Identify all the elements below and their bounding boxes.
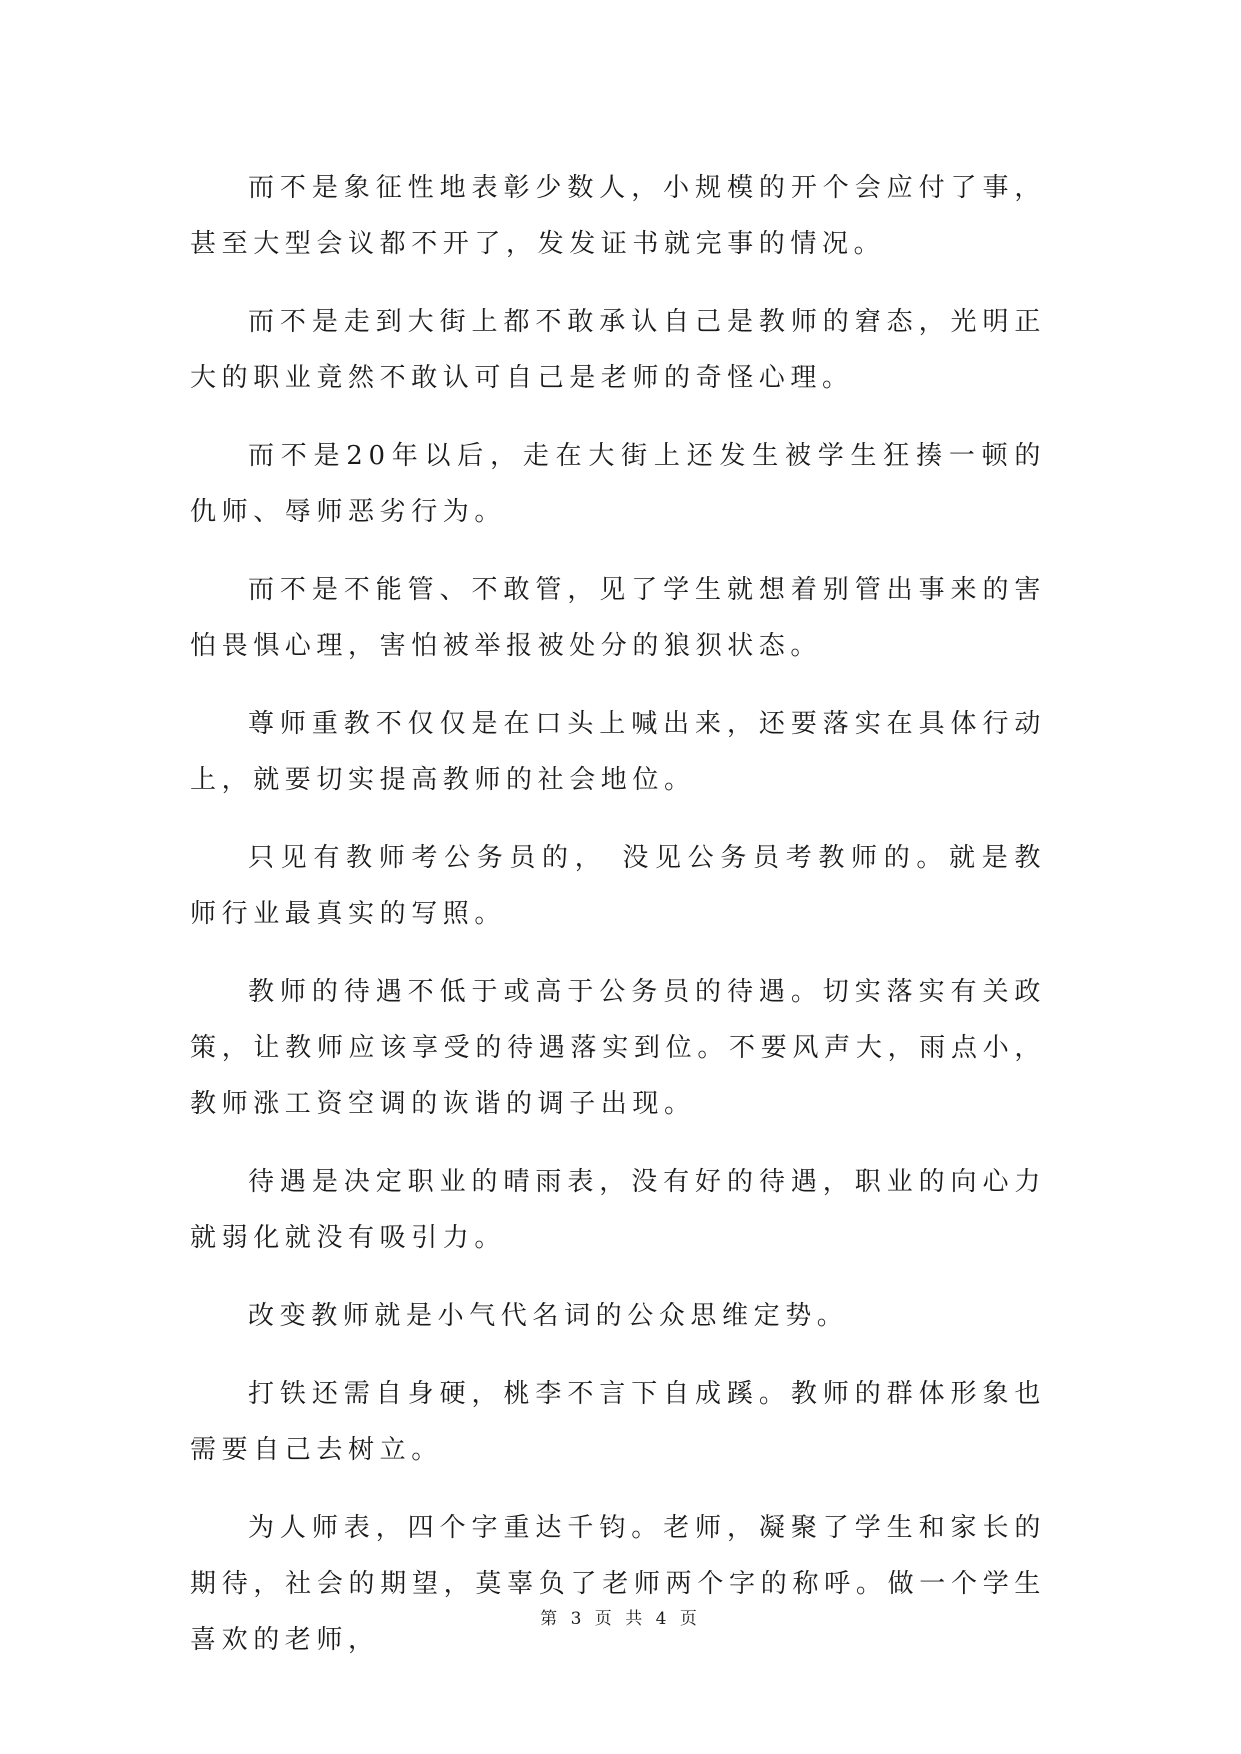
current-page-number: 3 bbox=[570, 1609, 586, 1629]
page-footer bbox=[0, 1604, 1241, 1629]
document-body bbox=[190, 160, 1046, 1690]
footer-middle: 页 共 bbox=[594, 1609, 647, 1629]
paragraph: 只见有教师考公务员的， 没见公务员考教师的。就是教师行业最真实的写照。 bbox=[190, 843, 1046, 929]
footer-suffix: 页 bbox=[679, 1609, 701, 1629]
paragraph: 为人师表，四个字重达千钧。老师，凝聚了学生和家长的期待，社会的期望，莫辜负了老师两个字的称呼。做一个学生喜欢的老师， bbox=[190, 1513, 1046, 1655]
paragraph: 而不是20年以后，走在大街上还发生被学生狂揍一顿的仇师、辱师恶劣行为。 bbox=[190, 441, 1046, 527]
footer-prefix: 第 bbox=[540, 1609, 562, 1629]
paragraph: 待遇是决定职业的晴雨表，没有好的待遇，职业的向心力就弱化就没有吸引力。 bbox=[190, 1167, 1046, 1253]
paragraph: 而不是象征性地表彰少数人，小规模的开个会应付了事，甚至大型会议都不开了，发发证书就完事的情况。 bbox=[190, 173, 1046, 259]
paragraph: 而不是不能管、不敢管，见了学生就想着别管出事来的害怕畏惧心理，害怕被举报被处分的狼狈状态。 bbox=[190, 575, 1046, 661]
paragraph: 教师的待遇不低于或高于公务员的待遇。切实落实有关政策，让教师应该享受的待遇落实到位。不要风声大，雨点小，教师涨工资空调的诙谐的调子出现。 bbox=[190, 977, 1046, 1119]
total-pages-number: 4 bbox=[655, 1609, 671, 1629]
paragraph: 打铁还需自身硬，桃李不言下自成蹊。教师的群体形象也需要自己去树立。 bbox=[190, 1379, 1046, 1465]
paragraph: 改变教师就是小气代名词的公众思维定势。 bbox=[248, 1301, 849, 1331]
paragraph: 尊师重教不仅仅是在口头上喊出来，还要落实在具体行动上，就要切实提高教师的社会地位。 bbox=[190, 709, 1046, 795]
paragraph: 而不是走到大街上都不敢承认自己是教师的窘态，光明正大的职业竟然不敢认可自己是老师的奇怪心理。 bbox=[190, 307, 1046, 393]
